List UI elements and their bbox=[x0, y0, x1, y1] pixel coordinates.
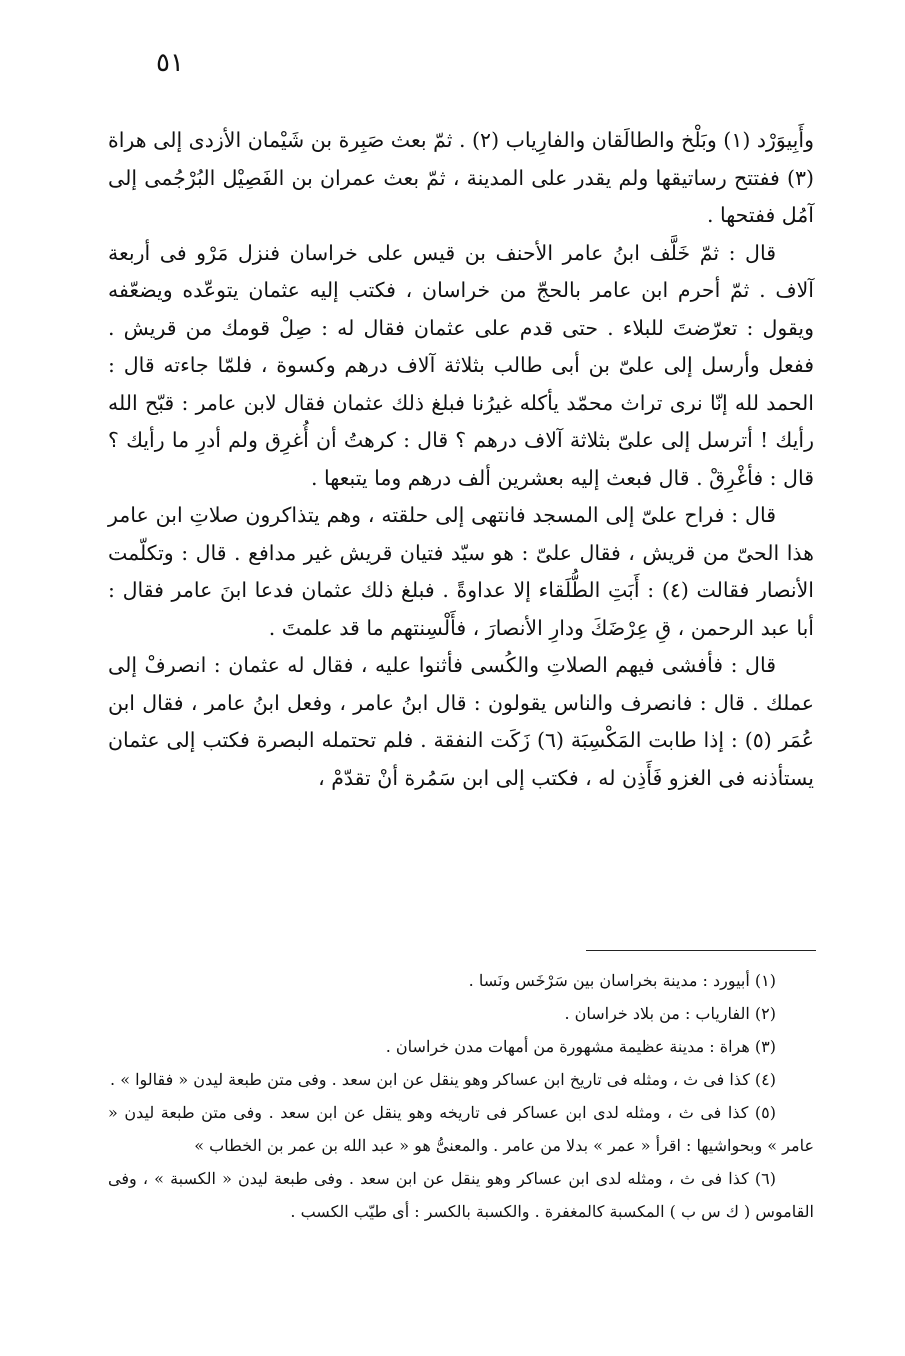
paragraph: قال : فراح علىّ إلى المسجد فانتهى إلى حلقته ، وهم يتذاكرون صلاتِ ابن عامر هذا الحىّ من قريش ، فقال علىّ : هو سيّد فتيان قريش غير مدافع . قال : وتكلّمت الأنصار فقالت (٤) : أَبَتِ الطُّلَقاء إلا عداوةً . فبلغ ذلك عثمان فدعا ابنَ عامر فقال : أبا عبد الرحمن ، قِ عِرْضَكَ ودارِ الأنصارَ ، فأَلْسِنتهم ما قد علمتَ . bbox=[108, 503, 814, 640]
paragraph: وأَبِيوَرْد (١) وبَلْخ والطالَقان والفارِياب (٢) . ثمّ بعث صَبِرة بن شَيْمان الأزدى إلى هراة (٣) ففتتح رساتيقها ولم يقدر على المدينة ، ثمّ بعث عمران بن الفَصِيْل البُرْجُمى إلى آمُل ففتحها . bbox=[108, 128, 814, 227]
footnotes bbox=[108, 964, 814, 1228]
main-text bbox=[108, 122, 814, 797]
footnote: (٢) الفارياب : من بلاد خراسان . bbox=[564, 1004, 776, 1023]
footnote: (٣) هراة : مدينة عظيمة مشهورة من أمهات مدن خراسان . bbox=[385, 1037, 776, 1056]
paragraph: قال : ثمّ خَلَّف ابنُ عامر الأحنف بن قيس على خراسان فنزل مَرْو فى أربعة آلاف . ثمّ أحرم ابن عامر بالحجّ من خراسان ، فكتب إليه عثمان يتوعّده ويضعّفه ويقول : تعرّضتَ للبلاء . حتى قدم على عثمان فقال له : صِلْ قومك من قريش . ففعل وأرسل إلى علىّ بن أبى طالب بثلاثة آلاف درهم وكسوة ، فلمّا جاءته قال : الحمد لله إنّا نرى تراث محمّد يأكله غيرُنا فبلغ ذلك عثمان فقال لابن عامر : قبّح الله رأيك ! أترسل إلى علىّ بثلاثة آلاف درهم ؟ قال : كرهتُ أن أُغرِق ولم أدرِ ما رأيك ؟ قال : فأغْرِقْ . قال فبعث إليه بعشرين ألف درهم وما يتبعها . bbox=[108, 240, 814, 490]
footnote: (٥) كذا فى ث ، ومثله لدى ابن عساكر فى تاريخه وهو ينقل عن ابن سعد . وفى متن طبعة ليدن « عامر » وبحواشيها : اقرأ « عمر » بدلا من عامر . والمعنىُّ هو « عبد الله بن عمر بن الخطاب » bbox=[108, 1103, 814, 1155]
paragraph: قال : فأفشى فيهم الصلاتِ والكُسى فأثنوا عليه ، فقال له عثمان : انصرفْ إلى عملك . قال : فانصرف والناس يقولون : قال ابنُ عامر ، وفعل ابنُ عامر ، فقال ابن عُمَر (٥) : إذا طابت المَكْسِبَة (٦) زَكَت النفقة . فلم تحتمله البصرة فكتب إلى عثمان يستأذنه فى الغزو فَأَذِن له ، فكتب إلى ابن سَمُرة أنْ تقدّمْ ، bbox=[108, 653, 814, 790]
footnote: (٦) كذا فى ث ، ومثله لدى ابن عساكر وهو ينقل عن ابن سعد . وفى طبعة ليدن « الكسبة » ، وفى القاموس ( ك س ب ) المكسبة كالمغفرة . والكسبة بالكسر : أى طيّب الكسب . bbox=[108, 1169, 814, 1221]
page-number: ٥١ bbox=[156, 48, 184, 78]
footnote: (١) أبيورد : مدينة بخراسان بين سَرْخَس ونَسا . bbox=[468, 971, 776, 990]
footnote: (٤) كذا فى ث ، ومثله فى تاريخ ابن عساكر وهو ينقل عن ابن سعد . وفى متن طبعة ليدن « فقالوا » . bbox=[110, 1070, 776, 1089]
footnote-divider bbox=[586, 950, 816, 951]
